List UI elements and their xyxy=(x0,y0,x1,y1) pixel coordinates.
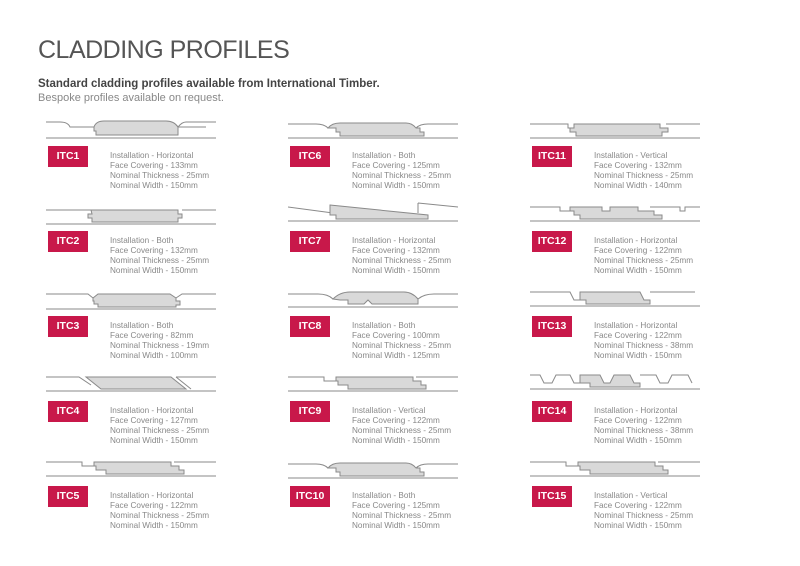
profile-specs xyxy=(594,406,693,446)
profile-code-badge: ITC2 xyxy=(48,231,88,252)
spec-nominal-width: Nominal Width - 150mm xyxy=(110,181,198,190)
spec-face-covering: Face Covering - 122mm xyxy=(110,501,198,510)
profile-card-itc6 xyxy=(280,116,520,201)
profile-diagram-icon xyxy=(288,116,458,146)
profile-diagram-icon xyxy=(530,201,700,231)
profile-specs xyxy=(352,236,451,276)
spec-installation: Installation - Both xyxy=(352,151,416,160)
profile-card-itc1 xyxy=(38,116,278,201)
profile-diagram-icon xyxy=(46,201,216,231)
spec-nominal-width: Nominal Width - 150mm xyxy=(110,436,198,445)
profile-code-badge: ITC11 xyxy=(532,146,572,167)
spec-nominal-width: Nominal Width - 150mm xyxy=(110,266,198,275)
profile-card-itc12 xyxy=(522,201,762,286)
spec-nominal-width: Nominal Width - 125mm xyxy=(352,351,440,360)
profile-specs xyxy=(594,491,693,531)
profile-card-itc9 xyxy=(280,371,520,456)
profile-code-badge: ITC7 xyxy=(290,231,330,252)
spec-face-covering: Face Covering - 132mm xyxy=(110,246,198,255)
page-title: CLADDING PROFILES xyxy=(38,36,290,64)
spec-installation: Installation - Horizontal xyxy=(110,491,194,500)
spec-nominal-width: Nominal Width - 150mm xyxy=(110,521,198,530)
profile-diagram-icon xyxy=(46,456,216,486)
profile-specs xyxy=(352,491,451,531)
spec-nominal-thickness: Nominal Thickness - 25mm xyxy=(110,256,210,265)
profile-column xyxy=(280,116,520,541)
spec-nominal-thickness: Nominal Thickness - 25mm xyxy=(110,171,210,180)
profile-diagram-icon xyxy=(288,456,458,486)
profile-card-itc2 xyxy=(38,201,278,286)
profile-diagram-icon xyxy=(288,371,458,401)
profile-card-itc5 xyxy=(38,456,278,541)
spec-face-covering: Face Covering - 127mm xyxy=(110,416,198,425)
profile-diagram-icon xyxy=(530,116,700,146)
profile-specs xyxy=(594,236,693,276)
spec-face-covering: Face Covering - 122mm xyxy=(594,246,682,255)
spec-nominal-thickness: Nominal Thickness - 25mm xyxy=(594,511,694,520)
profile-column xyxy=(38,116,278,541)
spec-face-covering: Face Covering - 122mm xyxy=(352,416,440,425)
profile-code-badge: ITC3 xyxy=(48,316,88,337)
profile-diagram-icon xyxy=(288,286,458,316)
profile-code-badge: ITC5 xyxy=(48,486,88,507)
profile-specs xyxy=(594,151,693,191)
spec-installation: Installation - Horizontal xyxy=(110,151,194,160)
profile-code-badge: ITC12 xyxy=(532,231,572,252)
spec-nominal-thickness: Nominal Thickness - 19mm xyxy=(110,341,210,350)
spec-nominal-width: Nominal Width - 140mm xyxy=(594,181,682,190)
profile-diagram-icon xyxy=(530,286,700,316)
spec-face-covering: Face Covering - 132mm xyxy=(352,246,440,255)
spec-face-covering: Face Covering - 125mm xyxy=(352,161,440,170)
profile-code-badge: ITC4 xyxy=(48,401,88,422)
spec-installation: Installation - Vertical xyxy=(352,406,426,415)
profile-specs xyxy=(110,406,209,446)
profile-card-itc13 xyxy=(522,286,762,371)
profile-diagram-icon xyxy=(530,456,700,486)
profile-code-badge: ITC14 xyxy=(532,401,572,422)
spec-face-covering: Face Covering - 125mm xyxy=(352,501,440,510)
spec-installation: Installation - Both xyxy=(352,321,416,330)
spec-nominal-width: Nominal Width - 150mm xyxy=(594,266,682,275)
spec-face-covering: Face Covering - 122mm xyxy=(594,501,682,510)
profile-specs xyxy=(352,321,451,361)
spec-installation: Installation - Horizontal xyxy=(594,406,678,415)
spec-installation: Installation - Both xyxy=(110,321,174,330)
spec-nominal-thickness: Nominal Thickness - 25mm xyxy=(594,256,694,265)
spec-nominal-thickness: Nominal Thickness - 25mm xyxy=(352,426,452,435)
spec-nominal-thickness: Nominal Thickness - 25mm xyxy=(594,171,694,180)
spec-nominal-width: Nominal Width - 150mm xyxy=(352,266,440,275)
spec-installation: Installation - Horizontal xyxy=(594,321,678,330)
spec-nominal-width: Nominal Width - 150mm xyxy=(352,521,440,530)
profile-card-itc15 xyxy=(522,456,762,541)
spec-face-covering: Face Covering - 100mm xyxy=(352,331,440,340)
profile-specs xyxy=(110,151,209,191)
spec-nominal-thickness: Nominal Thickness - 25mm xyxy=(352,256,452,265)
spec-face-covering: Face Covering - 82mm xyxy=(110,331,194,340)
spec-installation: Installation - Vertical xyxy=(594,491,668,500)
spec-installation: Installation - Horizontal xyxy=(352,236,436,245)
profile-code-badge: ITC10 xyxy=(290,486,330,507)
profile-specs xyxy=(110,321,209,361)
spec-nominal-width: Nominal Width - 150mm xyxy=(352,436,440,445)
spec-installation: Installation - Both xyxy=(352,491,416,500)
profile-card-itc11 xyxy=(522,116,762,201)
spec-nominal-thickness: Nominal Thickness - 38mm xyxy=(594,426,694,435)
profile-code-badge: ITC15 xyxy=(532,486,572,507)
profile-card-itc10 xyxy=(280,456,520,541)
spec-nominal-width: Nominal Width - 150mm xyxy=(594,521,682,530)
spec-nominal-width: Nominal Width - 150mm xyxy=(594,436,682,445)
spec-nominal-thickness: Nominal Thickness - 25mm xyxy=(352,511,452,520)
spec-installation: Installation - Vertical xyxy=(594,151,668,160)
spec-face-covering: Face Covering - 133mm xyxy=(110,161,198,170)
profile-diagram-icon xyxy=(530,371,700,401)
profile-card-itc4 xyxy=(38,371,278,456)
bespoke-note: Bespoke profiles available on request. xyxy=(38,92,224,104)
profile-card-itc14 xyxy=(522,371,762,456)
profile-specs xyxy=(352,406,451,446)
profile-specs xyxy=(594,321,693,361)
profile-diagram-icon xyxy=(46,371,216,401)
profile-diagram-icon xyxy=(288,201,458,231)
profile-code-badge: ITC9 xyxy=(290,401,330,422)
page-subtitle: Standard cladding profiles available from International Timber. xyxy=(38,78,380,90)
spec-nominal-width: Nominal Width - 100mm xyxy=(110,351,198,360)
profile-code-badge: ITC13 xyxy=(532,316,572,337)
profile-specs xyxy=(352,151,451,191)
spec-installation: Installation - Horizontal xyxy=(110,406,194,415)
profile-code-badge: ITC1 xyxy=(48,146,88,167)
spec-nominal-thickness: Nominal Thickness - 25mm xyxy=(110,511,210,520)
spec-nominal-width: Nominal Width - 150mm xyxy=(352,181,440,190)
profile-diagram-icon xyxy=(46,286,216,316)
spec-face-covering: Face Covering - 122mm xyxy=(594,416,682,425)
spec-nominal-thickness: Nominal Thickness - 25mm xyxy=(352,341,452,350)
spec-face-covering: Face Covering - 132mm xyxy=(594,161,682,170)
profile-card-itc3 xyxy=(38,286,278,371)
spec-installation: Installation - Both xyxy=(110,236,174,245)
profile-column xyxy=(522,116,762,541)
profile-code-badge: ITC6 xyxy=(290,146,330,167)
profile-card-itc8 xyxy=(280,286,520,371)
spec-nominal-thickness: Nominal Thickness - 38mm xyxy=(594,341,694,350)
spec-nominal-thickness: Nominal Thickness - 25mm xyxy=(110,426,210,435)
profile-specs xyxy=(110,236,209,276)
profile-diagram-icon xyxy=(46,116,216,146)
profile-code-badge: ITC8 xyxy=(290,316,330,337)
spec-nominal-thickness: Nominal Thickness - 25mm xyxy=(352,171,452,180)
profile-card-itc7 xyxy=(280,201,520,286)
profile-specs xyxy=(110,491,209,531)
spec-installation: Installation - Horizontal xyxy=(594,236,678,245)
spec-face-covering: Face Covering - 122mm xyxy=(594,331,682,340)
spec-nominal-width: Nominal Width - 150mm xyxy=(594,351,682,360)
